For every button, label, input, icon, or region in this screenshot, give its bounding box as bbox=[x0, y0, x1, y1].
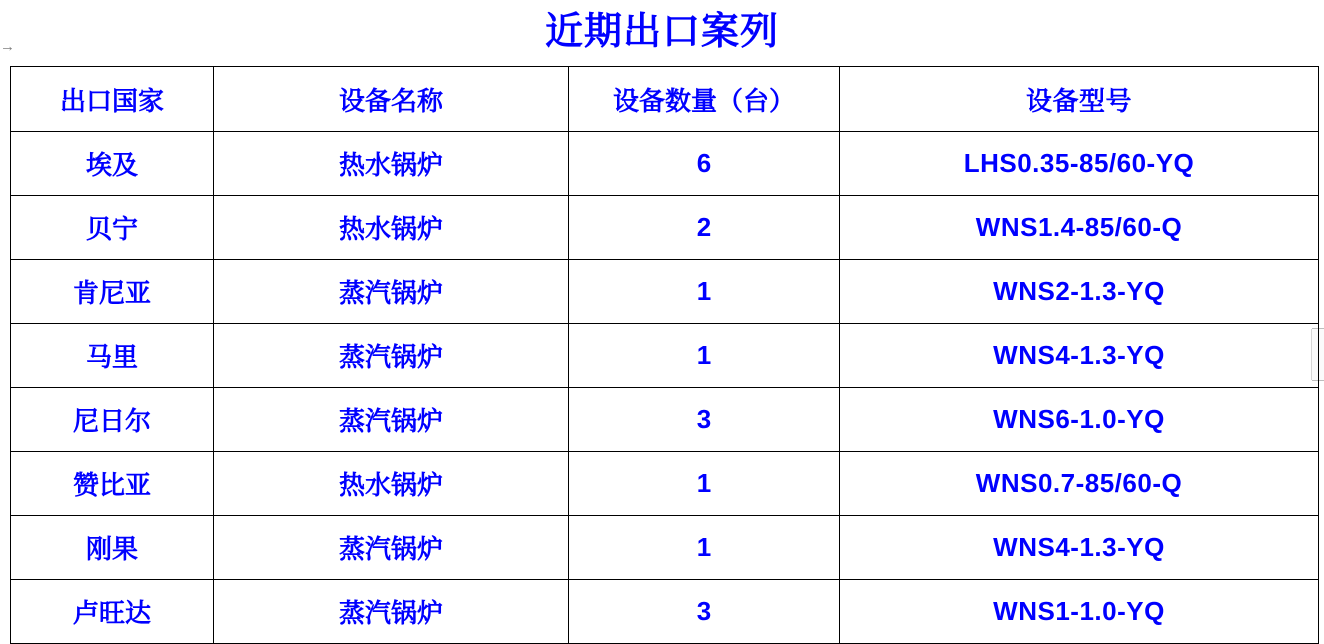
cell-country: 埃及 bbox=[11, 132, 214, 196]
cell-equipment-name: 蒸汽锅炉 bbox=[214, 260, 569, 324]
column-header-quantity: 设备数量（台） bbox=[569, 67, 840, 132]
cell-model: WNS4-1.3-YQ bbox=[840, 324, 1319, 388]
table-header-row bbox=[11, 67, 1319, 132]
cell-equipment-name: 蒸汽锅炉 bbox=[214, 580, 569, 644]
cell-equipment-name: 热水锅炉 bbox=[214, 452, 569, 516]
cell-equipment-name: 热水锅炉 bbox=[214, 196, 569, 260]
table-row bbox=[11, 580, 1319, 644]
cell-model: WNS0.7-85/60-Q bbox=[840, 452, 1319, 516]
cell-model: WNS4-1.3-YQ bbox=[840, 516, 1319, 580]
table-row bbox=[11, 388, 1319, 452]
column-header-model: 设备型号 bbox=[840, 67, 1319, 132]
cell-country: 刚果 bbox=[11, 516, 214, 580]
cell-quantity: 2 bbox=[569, 196, 840, 260]
table-row bbox=[11, 132, 1319, 196]
cell-quantity: 1 bbox=[569, 260, 840, 324]
table-header bbox=[11, 67, 1319, 132]
cell-equipment-name: 蒸汽锅炉 bbox=[214, 388, 569, 452]
cell-model: WNS6-1.0-YQ bbox=[840, 388, 1319, 452]
table-row bbox=[11, 452, 1319, 516]
cell-equipment-name: 蒸汽锅炉 bbox=[214, 516, 569, 580]
cell-equipment-name: 蒸汽锅炉 bbox=[214, 324, 569, 388]
cell-model: WNS1.4-85/60-Q bbox=[840, 196, 1319, 260]
table-body bbox=[11, 132, 1319, 644]
page-title: 近期出口案列 bbox=[544, 11, 779, 53]
cell-country: 卢旺达 bbox=[11, 580, 214, 644]
cell-country: 马里 bbox=[11, 324, 214, 388]
cell-model: LHS0.35-85/60-YQ bbox=[840, 132, 1319, 196]
cell-quantity: 1 bbox=[569, 452, 840, 516]
table-row bbox=[11, 196, 1319, 260]
cell-country: 肯尼亚 bbox=[11, 260, 214, 324]
column-header-country: 出口国家 bbox=[11, 67, 214, 132]
column-header-equipment-name: 设备名称 bbox=[214, 67, 569, 132]
cell-quantity: 1 bbox=[569, 324, 840, 388]
cell-quantity: 1 bbox=[569, 516, 840, 580]
cell-country: 贝宁 bbox=[11, 196, 214, 260]
cell-country: 赞比亚 bbox=[11, 452, 214, 516]
table-row bbox=[11, 516, 1319, 580]
table-row bbox=[11, 324, 1319, 388]
cell-country: 尼日尔 bbox=[11, 388, 214, 452]
cell-quantity: 3 bbox=[569, 580, 840, 644]
cell-quantity: 3 bbox=[569, 388, 840, 452]
cell-model: WNS2-1.3-YQ bbox=[840, 260, 1319, 324]
cell-model: WNS1-1.0-YQ bbox=[840, 580, 1319, 644]
cell-equipment-name: 热水锅炉 bbox=[214, 132, 569, 196]
scroll-right-arrow-icon[interactable]: → bbox=[0, 38, 15, 55]
export-cases-table bbox=[10, 66, 1319, 644]
table-row bbox=[11, 260, 1319, 324]
cell-quantity: 6 bbox=[569, 132, 840, 196]
